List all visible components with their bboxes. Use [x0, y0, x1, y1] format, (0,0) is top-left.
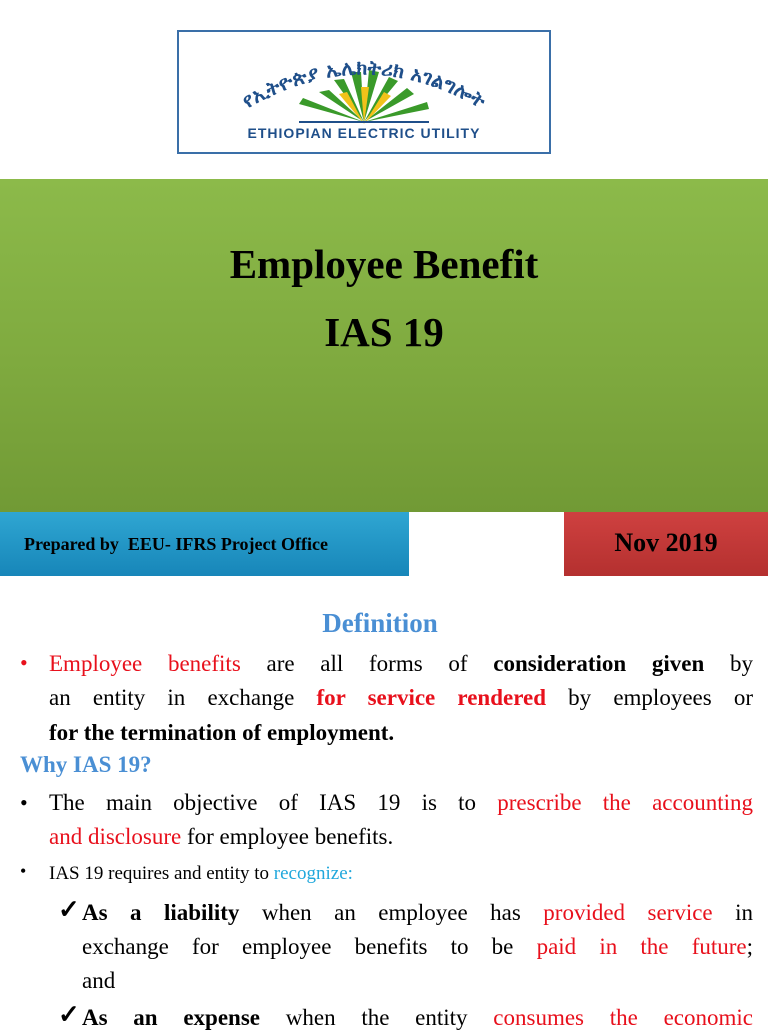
prepared-by-bar [0, 512, 409, 576]
bullet-marker: • [20, 790, 28, 815]
logo-amharic-text: የኢትዮጵያ ኤሌክትሪክ አገልግሎት [237, 55, 491, 113]
bullet-marker: • [20, 650, 28, 675]
recognize-line: IAS 19 requires and entity to recognize: [49, 863, 353, 884]
expense-line-1: As an expense when the entity consumes the economic [82, 1005, 754, 1030]
date-bar [564, 512, 768, 576]
definition-line-1: Employee benefits are all forms of consideration given by [49, 651, 754, 676]
check-icon: ✓ [58, 895, 80, 924]
company-logo [177, 30, 551, 154]
logo-english-text: ETHIOPIAN ELECTRIC UTILITY [247, 125, 481, 141]
definition-line-2: an entity in exchange for service rendered by employees or [49, 685, 754, 710]
liability-line-1: As a liability when an employee has provided service in [82, 900, 754, 925]
slide-title: Employee Benefit [229, 241, 539, 287]
why-line-1: The main objective of IAS 19 is to prescribe the accounting [49, 790, 753, 815]
liability-line-2: exchange for employee benefits to be paid in the future; [82, 934, 753, 959]
prepared-by-text: Prepared by EEU- IFRS Project Office [24, 534, 328, 554]
check-icon: ✓ [58, 1000, 80, 1029]
date-text: Nov 2019 [614, 528, 718, 557]
bullet-marker: • [20, 861, 27, 881]
why-line-2: and disclosure for employee benefits. [49, 824, 394, 849]
definition-heading: Definition [322, 608, 438, 638]
slide-subtitle: IAS 19 [324, 309, 444, 355]
liability-line-3: and [82, 968, 116, 993]
why-heading: Why IAS 19? [20, 752, 152, 777]
definition-line-3: for the termination of employment. [49, 720, 395, 745]
